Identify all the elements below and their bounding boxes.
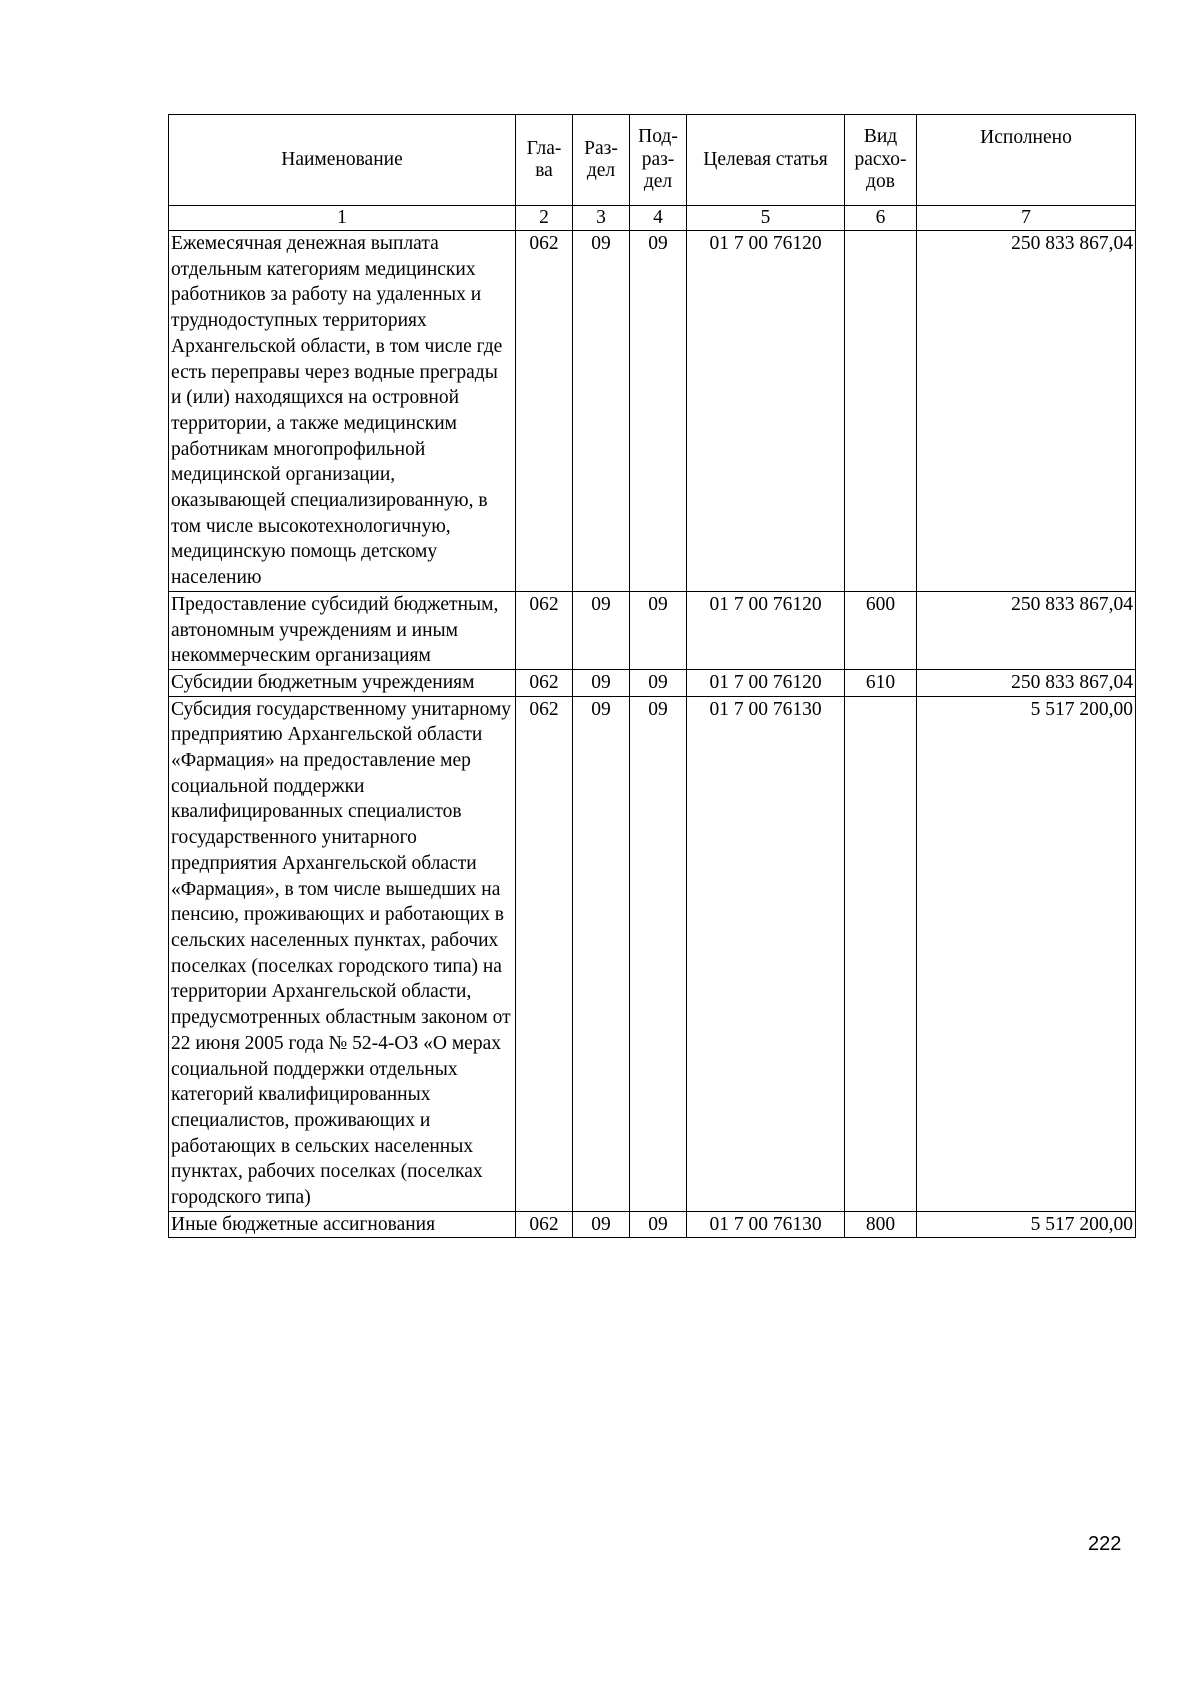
cell-executed: 5 517 200,00 — [917, 696, 1136, 1211]
header-expense-type — [845, 115, 917, 206]
cell-chapter: 062 — [516, 1211, 573, 1238]
page-number: 222 — [1088, 1533, 1122, 1555]
table-row — [169, 696, 1136, 1211]
cell-expense-type — [845, 231, 917, 592]
column-number: 3 — [573, 206, 630, 231]
table-row — [169, 669, 1136, 696]
cell-section: 09 — [573, 231, 630, 592]
cell-subsection: 09 — [630, 1211, 687, 1238]
header-section-line: Раз- — [584, 137, 618, 159]
cell-target-article: 01 7 00 76120 — [687, 231, 845, 592]
cell-name: Субсидии бюджетным учреждениям — [169, 669, 516, 696]
header-target-article: Целевая статья — [687, 115, 845, 206]
cell-executed: 5 517 200,00 — [917, 1211, 1136, 1238]
header-expense-type-line: расхо- — [854, 148, 907, 170]
column-number: 6 — [845, 206, 917, 231]
cell-section: 09 — [573, 669, 630, 696]
cell-section: 09 — [573, 696, 630, 1211]
column-number: 4 — [630, 206, 687, 231]
cell-subsection: 09 — [630, 669, 687, 696]
header-chapter-line: ва — [535, 160, 553, 181]
cell-executed: 250 833 867,04 — [917, 231, 1136, 592]
cell-section: 09 — [573, 1211, 630, 1238]
cell-section: 09 — [573, 591, 630, 669]
table-row — [169, 591, 1136, 669]
table-row — [169, 1211, 1136, 1238]
column-number: 7 — [917, 206, 1136, 231]
cell-target-article: 01 7 00 76120 — [687, 591, 845, 669]
budget-execution-table — [168, 114, 1136, 1238]
cell-subsection: 09 — [630, 231, 687, 592]
table-row — [169, 231, 1136, 592]
column-number: 5 — [687, 206, 845, 231]
header-subsection-line: раз- — [641, 148, 675, 170]
cell-name: Субсидия государственному унитарному предприятию Архангельской области «Фармация» на предоставление мер социальной поддержки квалифицированных специалистов государственного унитарного предприятия Архангельской области «Фармация», в том числе вышедших на пенсию, проживающих и работающих в сельских населенных пунктах, рабочих поселках (поселках городского типа) на территории Архангельской области, предусмотренных областным законом от 22 июня 2005 года № 52-4-ОЗ «О мерах социальной поддержки отдельных категорий квалифицированных специалистов, проживающих и работающих в сельских населенных пунктах, рабочих поселках (поселках городского типа) — [169, 696, 516, 1211]
cell-executed: 250 833 867,04 — [917, 591, 1136, 669]
header-expense-type-line: Вид — [863, 126, 898, 148]
header-subsection-line: Под- — [638, 126, 678, 148]
header-section — [573, 115, 630, 206]
cell-chapter: 062 — [516, 696, 573, 1211]
cell-subsection: 09 — [630, 696, 687, 1211]
cell-expense-type: 800 — [845, 1211, 917, 1238]
header-chapter-line: Гла- — [526, 137, 562, 159]
cell-subsection: 09 — [630, 591, 687, 669]
cell-expense-type — [845, 696, 917, 1211]
header-name: Наименование — [169, 115, 516, 206]
cell-target-article: 01 7 00 76120 — [687, 669, 845, 696]
header-subsection — [630, 115, 687, 206]
column-number: 2 — [516, 206, 573, 231]
cell-target-article: 01 7 00 76130 — [687, 1211, 845, 1238]
header-expense-type-line: дов — [866, 171, 895, 193]
cell-chapter: 062 — [516, 591, 573, 669]
cell-target-article: 01 7 00 76130 — [687, 696, 845, 1211]
cell-expense-type: 600 — [845, 591, 917, 669]
header-executed: Исполнено — [917, 115, 1136, 206]
cell-name: Ежемесячная денежная выплата отдельным категориям медицинских работников за работу на удаленных и труднодоступных территориях Архангельской области, в том числе где есть переправы через водные преграды и (или) находящихся на островной территории, а также медицинским работникам многопрофильной медицинской организации, оказывающей специализированную, в том числе высокотехнологичную, медицинскую помощь детскому населению — [169, 231, 516, 592]
cell-expense-type: 610 — [845, 669, 917, 696]
header-chapter — [516, 115, 573, 206]
header-subsection-line: дел — [643, 171, 673, 193]
column-number: 1 — [169, 206, 516, 231]
column-numbers-row — [169, 206, 1136, 231]
cell-executed: 250 833 867,04 — [917, 669, 1136, 696]
header-row — [169, 115, 1136, 206]
cell-chapter: 062 — [516, 231, 573, 592]
cell-name: Предоставление субсидий бюджетным, автономным учреждениям и иным некоммерческим организациям — [169, 591, 516, 669]
cell-chapter: 062 — [516, 669, 573, 696]
cell-name: Иные бюджетные ассигнования — [169, 1211, 516, 1238]
header-section-line: дел — [586, 160, 616, 181]
